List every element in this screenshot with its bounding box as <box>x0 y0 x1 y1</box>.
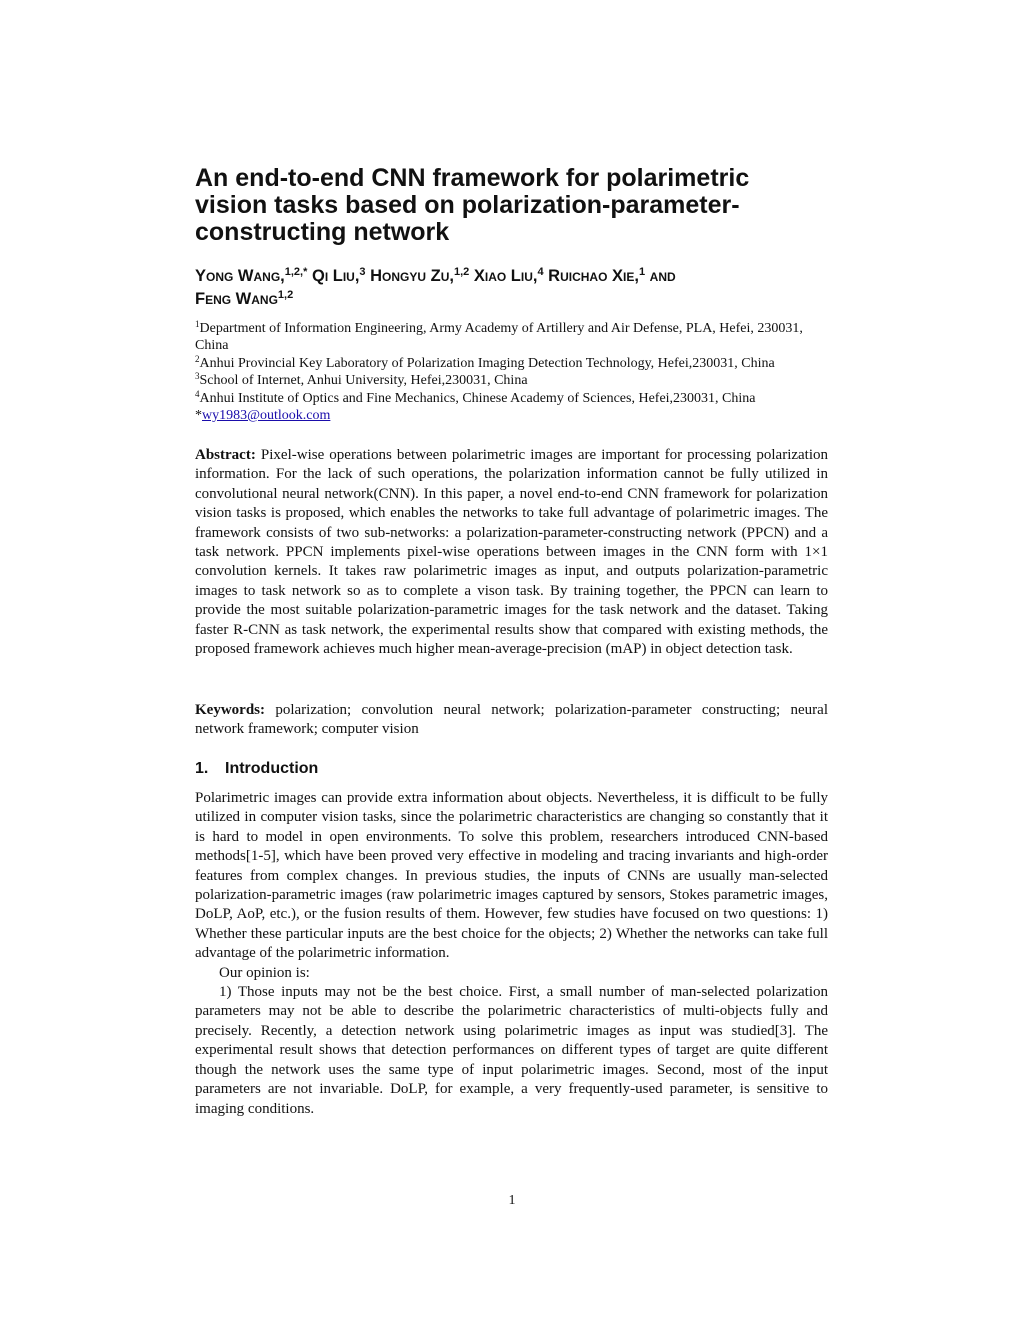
author-affil-marker: 1,2,* <box>284 266 308 278</box>
author-name: Ruichao Xie, <box>548 267 639 285</box>
affiliation-text: Department of Information Engineering, Army Academy of Artillery and Air Defense, PLA, Hefei, 230031, China <box>195 321 803 354</box>
affiliation-text: Anhui Institute of Optics and Fine Mechanics, Chinese Academy of Sciences, Hefei,230031, China <box>199 390 756 406</box>
affiliation-text: Anhui Provincial Key Laboratory of Polarization Imaging Detection Technology, Hefei,230031, China <box>199 355 775 371</box>
keywords <box>195 701 828 740</box>
affiliation-marker: 4 <box>195 388 200 399</box>
author-affil-marker: 1,2 <box>453 266 470 278</box>
page-number: 1 <box>508 1193 516 1208</box>
author-affil-marker: 4 <box>537 266 544 278</box>
affiliation-marker: 1 <box>195 319 200 329</box>
introduction-body <box>195 789 828 1119</box>
section-title: Introduction <box>225 760 319 777</box>
author-name: Hongyu Zu, <box>370 267 454 285</box>
paragraph: Polarimetric images can provide extra information about objects. Nevertheless, it is difficult to be fully utilized in computer vision tasks, since the polarimetric characteristics are changing so constantly that it is hard to model in open environments. To solve this problem, researchers introduced CNN-based methods[1-5], which have been proved very effective in modeling and tracing invariants and high-order features from complex changes. In previous studies, the inputs of CNNs are usually man-selected polarization-parametric images (raw polarimetric images captured by sensors, Stokes parametric images, DoLP, AoP, etc.), or the fusion results of them. However, few studies have focused on two questions: 1) Whether these particular inputs are the best choice for the objects; 2) Whether the networks can take full advantage of the polarimetric information. <box>195 790 828 962</box>
abstract-text: Pixel-wise operations between polarimetric images are important for processing polarization information. For the lack of such operations, the polarization information cannot be fully utilized in convolutional neural network(CNN). In this paper, a novel end-to-end CNN framework for polarization vision tasks is proposed, which enables the networks to take full advantage of polarimetric images. The framework consists of two sub-networks: a polarization-parameter-constructing network (PPCN) and a task network. PPCN implements pixel-wise operations between images in the CNN form with 1×1 convolution kernels. It takes raw polarimetric images as input, and outputs polarization-parametric images to task network so as to complete a vison task. By training together, the PPCN can learn to provide the most suitable polarization-parametric images for the task network and the dataset. Taking faster R-CNN as task network, the experimental results show that compared with existing methods, the proposed framework achieves much higher mean-average-precision (mAP) in object detection task. <box>195 447 829 658</box>
affiliation-marker: 3 <box>195 371 200 382</box>
email-marker: * <box>195 408 202 424</box>
paragraph: Our opinion is: <box>219 964 310 981</box>
abstract-label: Abstract: <box>195 447 256 463</box>
affiliation <box>195 355 828 372</box>
author-name: Xiao Liu, <box>473 267 538 285</box>
affiliation <box>195 372 828 389</box>
paper-title: An end-to-end CNN framework for polarimetric vision tasks based on polarization-parameter-constructing network <box>195 164 750 246</box>
author-affil-marker: 1 <box>638 266 646 278</box>
author-name: Feng Wang <box>195 290 278 308</box>
corresponding-email <box>195 407 828 424</box>
keywords-label: Keywords: <box>195 702 265 718</box>
paragraph: 1) Those inputs may not be the best choice. First, a small number of man-selected polarization parameters may not be able to describe the polarimetric characteristics of multi-objects fully and precisely. Recently, a detection network using polarimetric images as input was studied[3]. The experimental result shows that detection performances on different types of target are quite different though the network uses the same type of input polarimetric images. Second, most of the input parameters are not invariable. DoLP, for example, a very frequently-used parameter, is sensitive to imaging conditions. <box>195 984 828 1117</box>
affiliation <box>195 390 828 407</box>
affiliation-marker: 2 <box>195 353 200 364</box>
author-affil-marker: 1,2 <box>277 289 294 301</box>
author-list <box>195 265 828 311</box>
affiliation <box>195 320 828 355</box>
section-heading <box>195 759 828 779</box>
email-link[interactable]: wy1983@outlook.com <box>202 408 331 424</box>
keywords-text: polarization; convolution neural network; polarization-parameter constructing; neural network framework; computer vision <box>195 702 829 738</box>
section-number: 1. <box>195 760 209 777</box>
affiliation-text: School of Internet, Anhui University, Hefei,230031, China <box>199 373 528 389</box>
author-name: Yong Wang, <box>195 267 285 285</box>
author-affil-marker: 3 <box>359 266 366 278</box>
author-name: Qi Liu, <box>311 267 360 285</box>
author-conjunction: and <box>649 267 676 285</box>
abstract <box>195 446 828 659</box>
affiliation-list <box>195 320 828 424</box>
